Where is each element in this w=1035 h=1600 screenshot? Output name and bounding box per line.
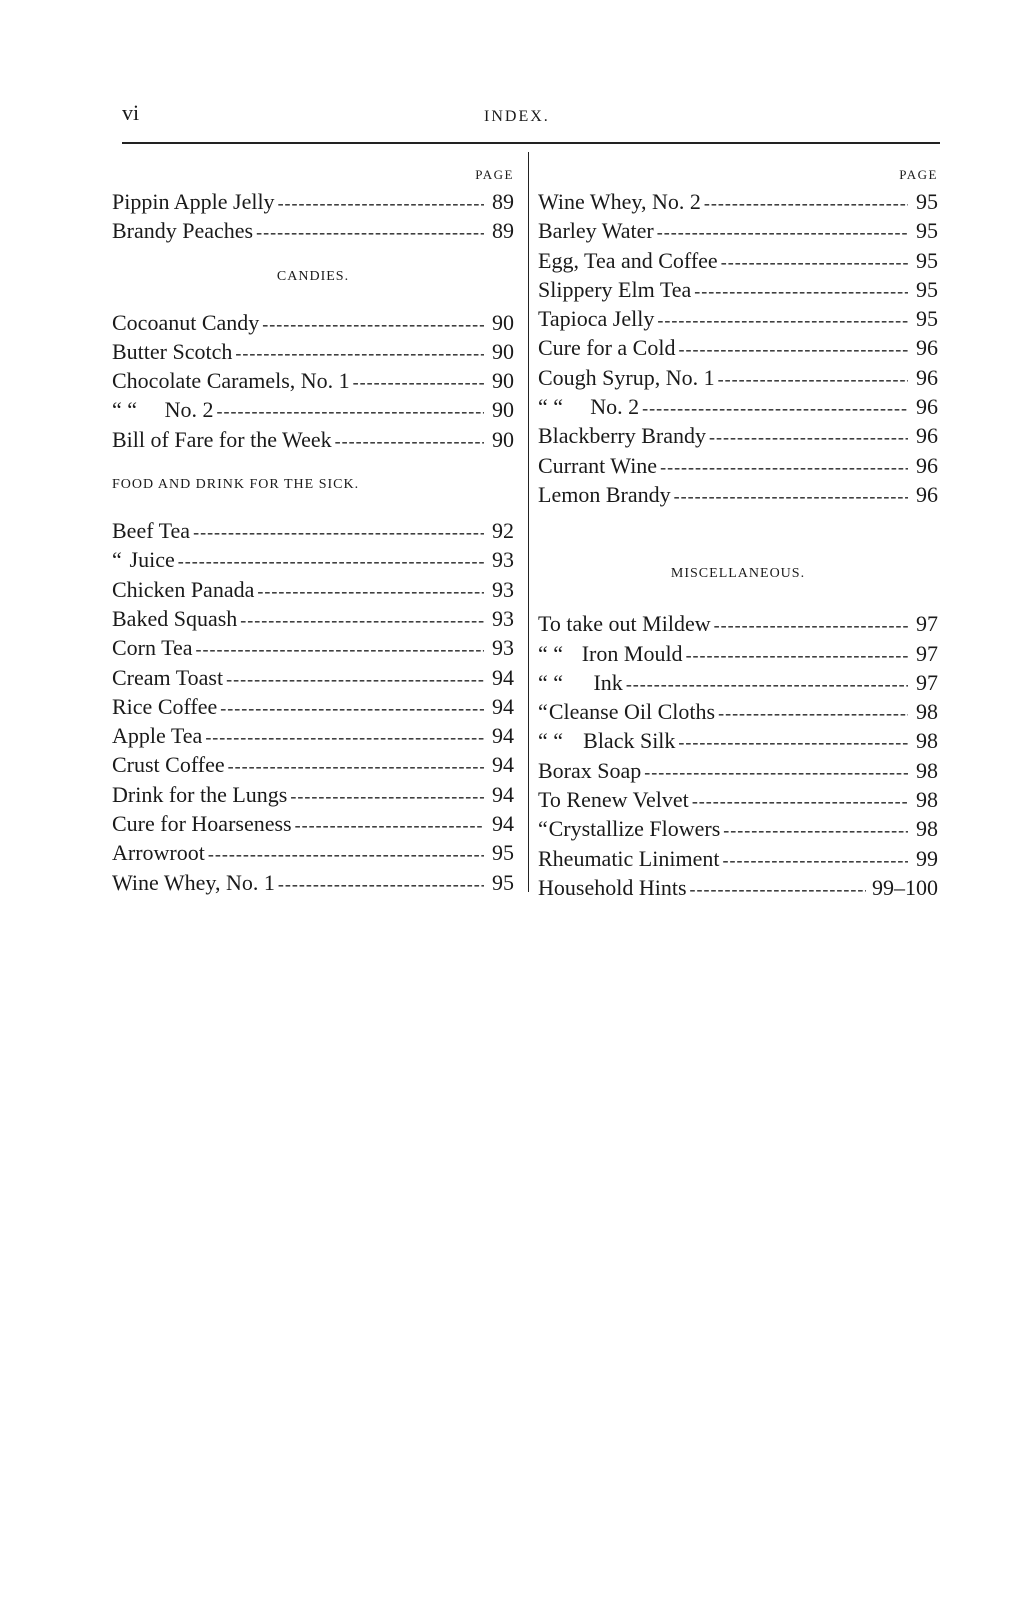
- index-entry: [112, 838, 514, 867]
- dot-leader: [714, 611, 908, 640]
- entry-page-number: 98: [916, 728, 938, 754]
- entry-page-number: 94: [492, 723, 514, 749]
- section-heading-miscellaneous: MISCELLANEOUS.: [670, 566, 806, 582]
- dot-leader: [686, 641, 908, 670]
- dot-leader: [205, 723, 484, 752]
- entry-page-number: 95: [916, 247, 938, 273]
- entry-list: [538, 609, 938, 902]
- entry-page-number: 95: [916, 189, 938, 214]
- dot-leader: [674, 482, 908, 511]
- entry-list: [112, 308, 514, 454]
- entry-label: Slippery Elm Tea: [538, 276, 692, 302]
- entry-page-number: 96: [916, 452, 938, 478]
- entry-page-number: 96: [916, 423, 938, 449]
- entry-page-number: 99–100: [872, 874, 938, 900]
- index-entry: [112, 692, 514, 721]
- entry-page-number: 93: [492, 576, 514, 602]
- entry-label: Cream Toast: [112, 664, 224, 690]
- dot-leader: [692, 787, 908, 816]
- index-entry: [112, 216, 514, 245]
- entry-page-number: 93: [492, 635, 514, 661]
- entry-label: Egg, Tea and Coffee: [538, 247, 718, 273]
- ditto-mark: “ “: [538, 640, 564, 666]
- entry-label: Arrowroot: [112, 840, 205, 866]
- index-entry: [112, 780, 514, 809]
- entry-label: To Renew Velvet: [538, 787, 689, 813]
- index-entry: [538, 814, 938, 843]
- ditto-mark: “: [112, 547, 122, 573]
- entry-label: Brandy Peaches: [112, 218, 254, 244]
- entry-label: Wine Whey, No. 1: [112, 869, 275, 895]
- entry-page-number: 94: [492, 693, 514, 719]
- index-entry: [112, 868, 514, 897]
- entry-label: Household Hints: [538, 874, 687, 900]
- entry-label: Baked Squash: [112, 605, 238, 631]
- entry-page-number: 94: [492, 664, 514, 690]
- dot-leader: [235, 339, 484, 368]
- entry-page-number: 90: [492, 397, 514, 423]
- index-entry: [112, 663, 514, 692]
- entry-page-number: 89: [492, 189, 514, 214]
- entry-page-number: 89: [492, 218, 514, 244]
- entry-label: Barley Water: [538, 218, 654, 244]
- entry-page-number: 90: [492, 338, 514, 364]
- entry-page-number: 95: [916, 276, 938, 302]
- index-entry: [538, 246, 938, 275]
- right-column: [538, 163, 938, 902]
- dot-leader: [220, 694, 484, 723]
- entry-page-number: 94: [492, 752, 514, 778]
- dot-leader: [704, 189, 908, 218]
- dot-leader: [678, 728, 908, 757]
- index-entry: [112, 308, 514, 337]
- ditto-mark: “ “: [538, 728, 564, 754]
- index-entry: [112, 366, 514, 395]
- dot-leader: [228, 752, 484, 781]
- entry-page-number: 90: [492, 426, 514, 452]
- entry-label: Iron Mould: [581, 640, 683, 666]
- entry-label: No. 2: [164, 397, 214, 423]
- entry-list: [538, 187, 938, 509]
- entry-page-number: 96: [916, 481, 938, 507]
- index-entry: [112, 395, 514, 424]
- index-entry: [538, 363, 938, 392]
- entry-label: Juice: [129, 547, 175, 573]
- index-entry: [538, 756, 938, 785]
- entry-label: Cleanse Oil Cloths: [548, 699, 716, 725]
- dot-leader: [690, 875, 867, 904]
- index-entry: [112, 633, 514, 662]
- dot-leader: [660, 453, 908, 482]
- entry-page-number: 96: [916, 335, 938, 361]
- index-entry: [112, 187, 514, 216]
- index-entry: [538, 392, 938, 421]
- entry-page-number: 96: [916, 394, 938, 420]
- page-header: [122, 100, 940, 130]
- section-heading-sick: FOOD AND DRINK FOR THE SICK.: [112, 477, 360, 493]
- dot-leader: [694, 277, 908, 306]
- entry-label: Chocolate Caramels, No. 1: [112, 368, 350, 394]
- entry-page-number: 96: [916, 364, 938, 390]
- entry-page-number: 95: [492, 869, 514, 895]
- entry-page-number: 98: [916, 787, 938, 813]
- entry-page-number: 92: [492, 518, 514, 544]
- index-entry: [538, 304, 938, 333]
- entry-page-number: 98: [916, 757, 938, 783]
- dot-leader: [226, 665, 484, 694]
- index-entry: [538, 275, 938, 304]
- entry-label: Cough Syrup, No. 1: [538, 364, 715, 390]
- dot-leader: [657, 218, 908, 247]
- dot-leader: [295, 811, 484, 840]
- entry-page-number: 94: [492, 781, 514, 807]
- dot-leader: [278, 189, 484, 218]
- index-entry: [538, 480, 938, 509]
- entry-page-number: 98: [916, 699, 938, 725]
- ditto-mark: “ “: [538, 669, 564, 695]
- entry-page-number: 93: [492, 605, 514, 631]
- index-entry: [112, 425, 514, 454]
- page-column-label: PAGE: [899, 167, 938, 182]
- dot-leader: [257, 577, 484, 606]
- entry-page-number: 99: [916, 845, 938, 871]
- entry-label: Borax Soap: [538, 757, 642, 783]
- entry-label: Chicken Panada: [112, 576, 255, 602]
- dot-leader: [193, 518, 484, 547]
- dot-leader: [278, 870, 484, 899]
- entry-label: Lemon Brandy: [538, 481, 671, 507]
- dot-leader: [678, 335, 908, 364]
- index-entry: [112, 516, 514, 545]
- index-entry: [112, 750, 514, 779]
- dot-leader: [721, 248, 908, 277]
- index-entry: [112, 575, 514, 604]
- entry-page-number: 93: [492, 547, 514, 573]
- index-entry: [112, 721, 514, 750]
- entry-label: Tapioca Jelly: [538, 306, 655, 332]
- entry-label: No. 2: [590, 394, 640, 420]
- index-entry: [538, 187, 938, 216]
- entry-label: Black Silk: [583, 728, 676, 754]
- entry-label: Apple Tea: [112, 723, 203, 749]
- dot-leader: [240, 606, 484, 635]
- entry-page-number: 95: [916, 306, 938, 332]
- dot-leader: [335, 427, 484, 456]
- entry-label: Butter Scotch: [112, 338, 233, 364]
- dot-leader: [626, 670, 908, 699]
- dot-leader: [718, 365, 908, 394]
- entry-label: Pippin Apple Jelly: [112, 189, 275, 214]
- entry-label: To take out Mildew: [538, 611, 711, 637]
- entry-label: Crystallize Flowers: [548, 816, 721, 842]
- left-column: [112, 163, 514, 897]
- dot-leader: [642, 394, 908, 423]
- index-entry: [112, 545, 514, 574]
- entry-label: Beef Tea: [112, 518, 191, 544]
- dot-leader: [208, 840, 484, 869]
- entry-page-number: 97: [916, 611, 938, 637]
- dot-leader: [256, 218, 484, 247]
- entry-page-number: 94: [492, 811, 514, 837]
- dot-leader: [262, 310, 484, 339]
- index-entry: [538, 697, 938, 726]
- entry-label: Drink for the Lungs: [112, 781, 288, 807]
- entry-label: Corn Tea: [112, 635, 193, 661]
- entry-page-number: 95: [916, 218, 938, 244]
- entry-list: [112, 187, 514, 246]
- index-entry: [538, 451, 938, 480]
- index-entry: [538, 333, 938, 362]
- index-entry: [112, 809, 514, 838]
- ditto-mark: “: [538, 816, 548, 842]
- entry-label: Rice Coffee: [112, 693, 218, 719]
- section-heading-candies: CANDIES.: [276, 268, 350, 284]
- dot-leader: [216, 397, 484, 426]
- entry-label: Cocoanut Candy: [112, 309, 260, 335]
- entry-label: Crust Coffee: [112, 752, 225, 778]
- index-entry: [112, 604, 514, 633]
- entry-label: Bill of Fare for the Week: [112, 426, 332, 452]
- dot-leader: [290, 782, 484, 811]
- entry-page-number: 97: [916, 640, 938, 666]
- running-title: INDEX.: [484, 108, 550, 125]
- entry-label: Wine Whey, No. 2: [538, 189, 701, 214]
- column-divider: [528, 152, 529, 892]
- dot-leader: [657, 306, 908, 335]
- index-entry: [538, 844, 938, 873]
- entry-page-number: 90: [492, 368, 514, 394]
- entry-label: Blackberry Brandy: [538, 423, 706, 449]
- dot-leader: [353, 368, 484, 397]
- index-entry: [538, 785, 938, 814]
- entry-label: Cure for a Cold: [538, 335, 676, 361]
- dot-leader: [718, 699, 908, 728]
- entry-label: Ink: [593, 669, 623, 695]
- ditto-mark: “ “: [112, 397, 138, 423]
- entry-page-number: 90: [492, 309, 514, 335]
- ditto-mark: “ “: [538, 394, 564, 420]
- entry-page-number: 97: [916, 669, 938, 695]
- index-entry: [112, 337, 514, 366]
- dot-leader: [178, 547, 484, 576]
- entry-label: Currant Wine: [538, 452, 658, 478]
- index-entry: [538, 609, 938, 638]
- dot-leader: [709, 423, 908, 452]
- entry-page-number: 95: [492, 840, 514, 866]
- dot-leader: [644, 758, 908, 787]
- dot-leader: [722, 846, 908, 875]
- index-entry: [538, 216, 938, 245]
- index-entry: [538, 873, 938, 902]
- page-column-label: PAGE: [475, 167, 514, 182]
- entry-list: [112, 516, 514, 897]
- index-entry: [538, 421, 938, 450]
- ditto-mark: “: [538, 699, 548, 725]
- index-entry: [538, 726, 938, 755]
- header-rule: [122, 142, 940, 144]
- dot-leader: [196, 635, 484, 664]
- entry-label: Cure for Hoarseness: [112, 811, 292, 837]
- entry-page-number: 98: [916, 816, 938, 842]
- index-entry: [538, 668, 938, 697]
- page-number: vi: [122, 100, 140, 125]
- entry-label: Rheumatic Liniment: [538, 845, 720, 871]
- dot-leader: [723, 816, 908, 845]
- index-entry: [538, 639, 938, 668]
